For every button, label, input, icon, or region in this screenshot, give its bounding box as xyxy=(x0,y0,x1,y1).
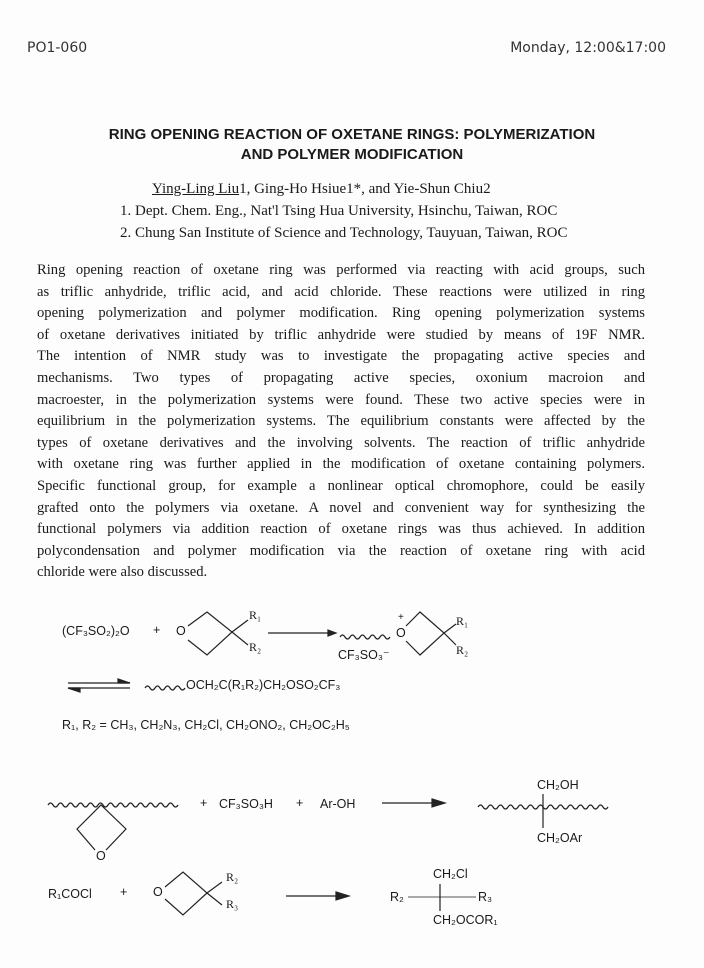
plus-sign: + xyxy=(120,885,128,899)
abstract-line: equilibrium in the polymerization systems. The equilibrium constants were affected by the xyxy=(37,413,645,430)
r2-label: R₂ xyxy=(226,870,239,884)
abstract-line: The intention of NMR study was to investigate the propagating active species and xyxy=(37,348,645,365)
affiliation-2: 2. Chung San Institute of Science and Technology, Tauyuan, Taiwan, ROC xyxy=(120,225,568,241)
abstract-line: functional polymers via addition reaction of oxetane rings was thus achieved. In addition xyxy=(37,521,645,538)
abstract-line: types of oxetane derivatives and the involving solvents. The reaction of triflic anhydride xyxy=(37,434,645,451)
wavy-chain-2 xyxy=(145,686,185,690)
r1-label: R₁ xyxy=(249,608,262,622)
positive-charge: + xyxy=(398,612,404,623)
co-authors: 1, Ging-Ho Hsiue1*, and Yie-Shun Chiu2 xyxy=(239,181,491,197)
wavy-chain-1 xyxy=(340,635,390,639)
affiliation-1: 1. Dept. Chem. Eng., Nat'l Tsing Hua University, Hsinchu, Taiwan, ROC xyxy=(120,203,558,219)
plus-sign: + xyxy=(200,796,208,810)
r2-label: R₂ xyxy=(249,640,262,654)
triflic-anhydride: (CF₃SO₂)₂O xyxy=(62,624,130,638)
abstract-line: grafted onto the polymers via oxetane. A novel and convenient way for synthesizing the xyxy=(37,499,645,516)
polymer-backbone-1 xyxy=(48,803,178,807)
r3-substituent: R₃ xyxy=(478,890,493,904)
abstract-line: as triflic anhydride, triflic acid, and acid chloride. These reactions were utilized in ring xyxy=(37,283,645,300)
hydroxymethyl-group: CH₂OH xyxy=(537,778,579,792)
chloromethyl-group: CH₂Cl xyxy=(433,867,468,881)
abstract-line: macroester, in the polymerization systems were found. These two active species were in xyxy=(37,391,645,408)
ester-group: CH₂OCOR₁ xyxy=(433,913,498,927)
plus-sign: + xyxy=(153,623,161,637)
oxetane-ring-3 xyxy=(165,872,207,915)
macroester: OCH₂C(R₁R₂)CH₂OSO₂CF₃ xyxy=(186,678,341,692)
r2-label: R₂ xyxy=(456,643,469,657)
abstract-line: polycondensation and polymer modification via the reaction of oxetane ring with acid xyxy=(37,542,645,559)
ring-oxygen: O xyxy=(96,849,106,863)
r1-label: R₁ xyxy=(456,614,469,628)
abstract-line: of oxetane derivatives initiated by triflic anhydride were studied by means of 19F NMR. xyxy=(37,326,645,343)
plus-sign: + xyxy=(296,796,304,810)
phenol: Ar-OH xyxy=(320,797,356,811)
presenting-author: Ying-Ling Liu xyxy=(152,181,240,197)
abstract-code: PO1-060 xyxy=(27,40,88,56)
session-time: Monday, 12:00&17:00 xyxy=(510,40,666,56)
abstract-line: chloride were also discussed. xyxy=(37,564,208,581)
ring-oxygen: O xyxy=(176,624,186,638)
ring-oxygen: O xyxy=(153,885,163,899)
substituent-list: R₁, R₂ = CH₃, CH₂N₃, CH₂Cl, CH₂ONO₂, CH₂OC₂H₅ xyxy=(62,718,350,732)
triflate-counterion: CF₃SO₃⁻ xyxy=(338,648,390,662)
title-line-1: RING OPENING REACTION OF OXETANE RINGS: POLYMERIZATION xyxy=(108,126,596,143)
oxonium-oxygen: O xyxy=(396,626,406,640)
oxonium-ring xyxy=(406,612,444,655)
r3-label: R₃ xyxy=(226,897,239,911)
abstract-line: with oxetane ring was further applied in the modification of oxetane containing polymers. xyxy=(37,456,645,473)
abstract-line: mechanisms. Two types of propagating active species, oxonium macroion and xyxy=(37,370,645,386)
acid-chloride: R₁COCl xyxy=(48,887,92,901)
abstract-line: Specific functional group, for example a nonlinear optical chromophore, could be easily xyxy=(37,478,645,494)
abstract-line: opening polymerization and polymer modification. Ring opening polymerization systems xyxy=(37,305,645,322)
oxetane-ring-1 xyxy=(188,612,232,655)
abstract-line: Ring opening reaction of oxetane ring was performed via reacting with acid groups, such xyxy=(37,262,645,278)
aryloxymethyl-group: CH₂OAr xyxy=(537,831,583,845)
r2-substituent: R₂ xyxy=(390,890,404,904)
triflic-acid: CF₃SO₃H xyxy=(219,797,273,811)
pendant-oxetane xyxy=(77,805,126,850)
title-line-2: AND POLYMER MODIFICATION xyxy=(240,146,464,163)
